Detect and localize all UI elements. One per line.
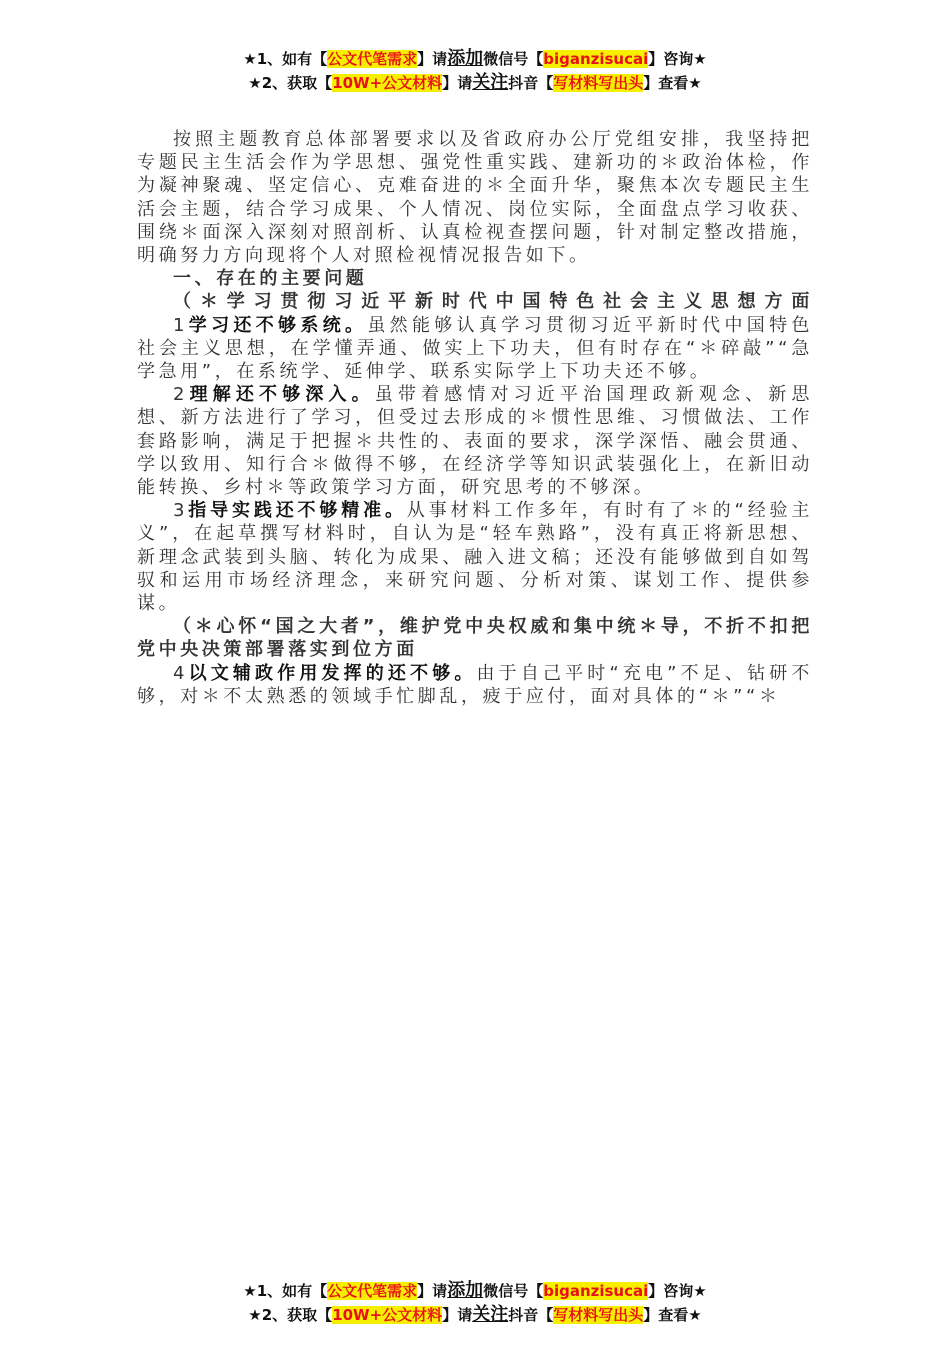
item-text: 虽然能够认真学习贯彻习近平新时代中国特色社会主义思想，在学懂弄通、做实上下功夫，但有时存在“＊碎敲”“急学急用”，在系统学、延伸学、联系实际学上下功夫还不够。 — [137, 314, 813, 383]
item-title: 理解还不够深入。 — [188, 384, 375, 406]
promo-line-1 — [0, 47, 950, 71]
paragraph-3 — [137, 499, 813, 615]
promo-text: 】请 — [442, 1306, 473, 1324]
item-text: 从事材料工作多年，有时有了＊的“经验主义”，在起草撰写材料时，自认为是“轻车熟路”，没有真正将新思想、新理念武装到头脑、转化为成果、融入进文稿；还没有能够做到自如驾驭和运用市场经济理念，来研究问题、分析对策、谋划工作、提供参谋。 — [137, 500, 813, 615]
promo-text: ★1、如有【 — [243, 1282, 328, 1300]
footer-promo-banner — [0, 1279, 950, 1327]
promo-text: 抖音【 — [508, 1306, 554, 1324]
promo-line-1 — [0, 1279, 950, 1303]
promo-text: 】查看★ — [643, 1306, 702, 1324]
promo-emphasis: 添加 — [447, 1280, 484, 1301]
paragraph-1 — [137, 314, 813, 384]
section-heading: 一、存在的主要问题 — [173, 268, 368, 290]
promo-text: 微信号【 — [483, 1282, 544, 1300]
promo-text: 】咨询★ — [648, 50, 707, 68]
paragraph-2 — [137, 383, 813, 499]
item-number: 3 — [173, 500, 189, 522]
promo-text: ★2、获取【 — [248, 1306, 333, 1324]
promo-douyin-id: 写材料写出头 — [553, 1306, 644, 1324]
promo-text: 抖音【 — [508, 74, 554, 92]
promo-text: 微信号【 — [483, 50, 544, 68]
item-title: 以文辅政作用发挥的还不够。 — [188, 662, 477, 684]
promo-emphasis: 添加 — [447, 48, 484, 69]
promo-line-2 — [0, 1303, 950, 1327]
document-body — [137, 128, 813, 708]
promo-emphasis: 关注 — [472, 72, 509, 93]
promo-highlight: 10W+公文材料 — [332, 74, 443, 92]
promo-text: 】请 — [417, 1282, 448, 1300]
header-promo-banner — [0, 47, 950, 95]
promo-text: ★1、如有【 — [243, 50, 328, 68]
promo-text: 】查看★ — [643, 74, 702, 92]
subsection-heading: （＊心怀“国之大者”，维护党中央权威和集中统＊导，不折不扣把党中央决策部署落实到位方面 — [137, 616, 813, 661]
item-number: 1 — [173, 314, 189, 336]
promo-text: 】请 — [442, 74, 473, 92]
promo-highlight: 公文代笔需求 — [327, 50, 418, 68]
promo-wechat-id: biganzisucai — [543, 1282, 649, 1300]
item-number: 2 — [173, 384, 189, 406]
promo-highlight: 公文代笔需求 — [327, 1282, 418, 1300]
item-title: 指导实践还不够精准。 — [188, 500, 407, 522]
promo-wechat-id: biganzisucai — [543, 50, 649, 68]
item-title: 学习还不够系统。 — [188, 314, 368, 336]
promo-line-2 — [0, 71, 950, 95]
paragraph-4 — [137, 662, 813, 708]
promo-text: 】请 — [417, 50, 448, 68]
promo-douyin-id: 写材料写出头 — [553, 74, 644, 92]
item-text: 由于自己平时“充电”不足、钻研不够，对＊不太熟悉的领域手忙脚乱，疲于应付，面对具体的“＊”“＊ — [137, 662, 813, 707]
subsection-heading: （＊学习贯彻习近平新时代中国特色社会主义思想方面 — [173, 291, 813, 313]
promo-emphasis: 关注 — [472, 1304, 509, 1325]
item-text: 虽带着感情对习近平治国理政新观念、新思想、新方法进行了学习，但受过去形成的＊惯性思维、习惯做法、工作套路影响，满足于把握＊共性的、表面的要求，深学深悟、融会贯通、学以致用、知行合＊做得不够，在经济学等知识武装强化上，在新旧动能转换、乡村＊等政策学习方面，研究思考的不够深。 — [137, 384, 813, 499]
promo-text: 】咨询★ — [648, 1282, 707, 1300]
intro-paragraph: 按照主题教育总体部署要求以及省政府办公厅党组安排，我坚持把专题民主生活会作为学思想、强党性重实践、建新功的＊政治体检，作为凝神聚魂、坚定信心、克难奋进的＊全面升华，聚焦本次专题民主生活会主题，结合学习成果、个人情况、岗位实际，全面盘点学习收获、围绕＊面深入深刻对照剖析、认真检视查摆问题，针对制定整改措施，明确努力方向现将个人对照检视情况报告如下。 — [137, 129, 813, 267]
item-number: 4 — [173, 662, 189, 684]
promo-text: ★2、获取【 — [248, 74, 333, 92]
promo-highlight: 10W+公文材料 — [332, 1306, 443, 1324]
